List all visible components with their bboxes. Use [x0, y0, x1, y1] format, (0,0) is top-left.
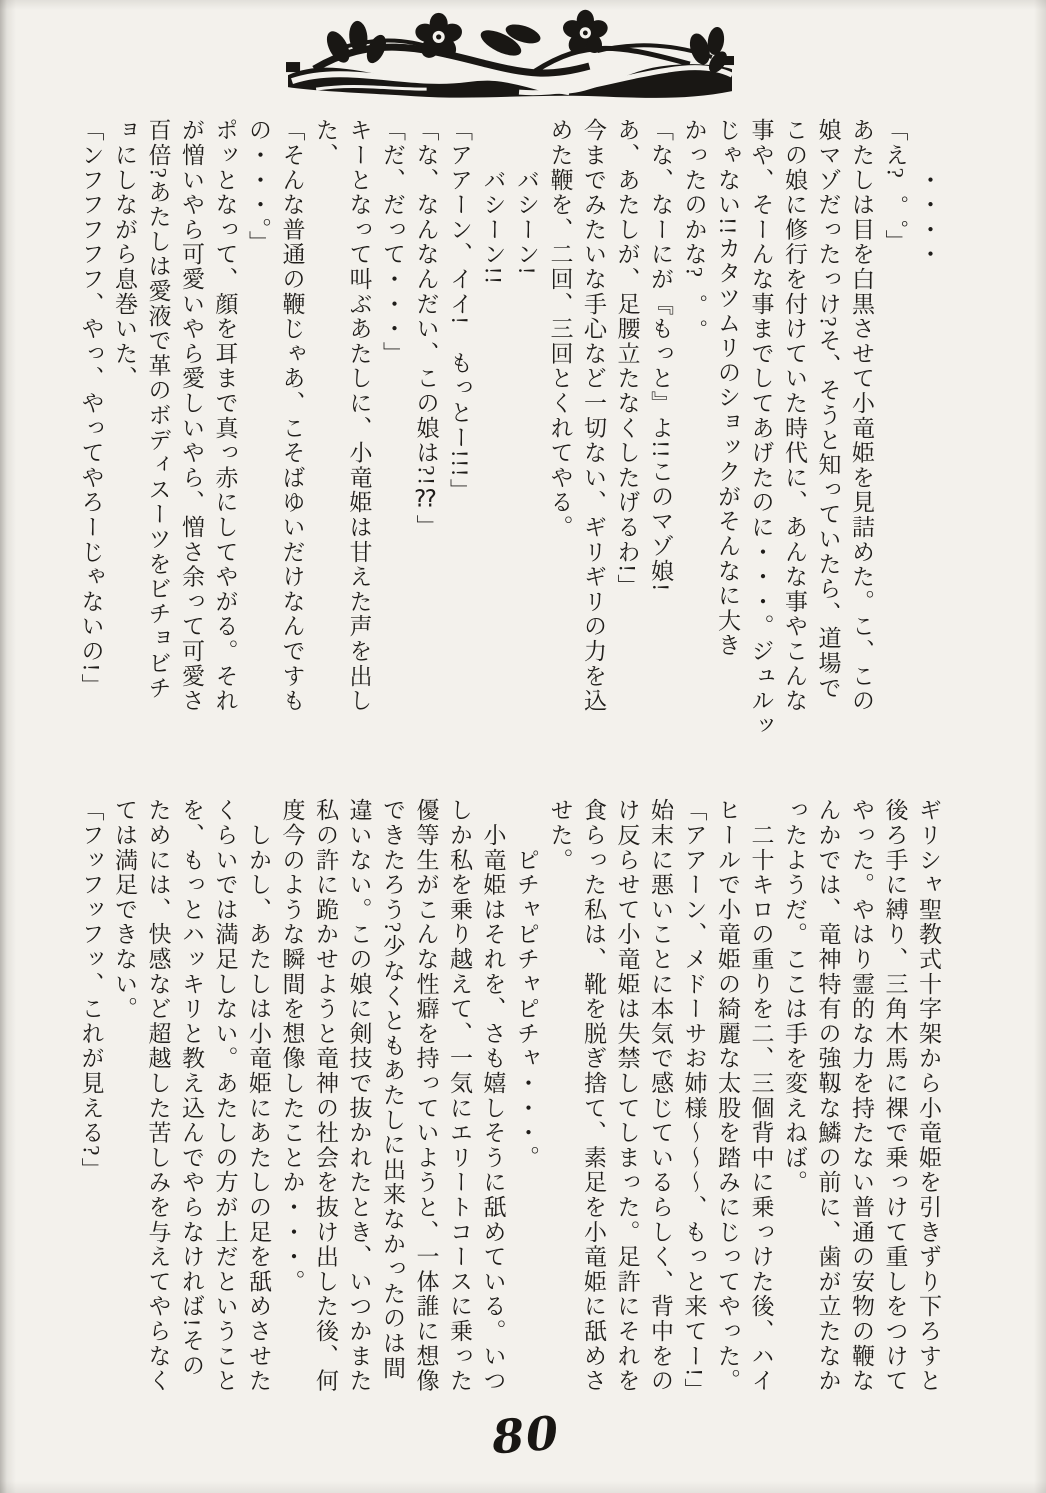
text-column: 小竜姫はそれを、さも嬉しそうに舐めている。いつ — [480, 798, 506, 1394]
text-column: ては満足できない。 — [112, 798, 137, 1022]
text-column: この娘に修行を付けていた時代に、あんな事やこんな — [782, 118, 807, 714]
text-column: け反らせて小竜姫は失禁してしまった。足許にそれを — [614, 798, 640, 1394]
text-column: 「そんな普通の鞭じゃあ、こそばゆいだけなんですも — [279, 118, 305, 714]
text-column: かったのかな?゜゜ — [681, 118, 707, 329]
text-column: バシーン!! — [480, 118, 506, 286]
text-column: 「アアーン、メドーサお姉様〜〜〜、もっと来てー!」 — [681, 798, 707, 1403]
text-column: の・・・。」 — [246, 118, 271, 256]
text-column: できたろう?少なくともあたしに出来なかったのは間 — [380, 798, 405, 1381]
art-nouveau-floral-band-icon — [286, 6, 734, 100]
text-column: 違いない。この娘に剣技で抜かれたとき、いつかまた — [346, 798, 372, 1394]
text-column: 食らった私は、靴を脱ぎ捨て、素足を小竜姫に舐めさ — [581, 798, 606, 1394]
text-column: せた。 — [547, 798, 573, 873]
text-column: キーとなって叫ぶあたしに、小竜姫は甘えた声を出し — [346, 118, 372, 714]
text-column: 「な、なんなんだい、この娘は?!⁇」 — [413, 118, 439, 540]
text-column: 「だ、だって・・・」 — [380, 118, 405, 366]
text-column: 「ンフフフフフ、やっ、やってやろーじゃないの!」 — [78, 118, 104, 698]
text-column: ためには、快感など超越した苦しみを与えてやらなく — [145, 798, 171, 1394]
text-column: 「フッフッフッ、これが見える?」 — [78, 798, 104, 1183]
text-column: 度今のような瞬間を想像したことか・・・。 — [279, 798, 305, 1294]
text-column: 始末に悪いことに本気で感じているらしく、背中をの — [648, 798, 673, 1394]
text-column: ったようだ。ここは手を変えねば。 — [782, 798, 807, 1195]
text-column: 私の許に跪かせようと竜神の社会を抜け出した後、何 — [313, 798, 338, 1394]
text-column: た、 — [313, 118, 338, 168]
text-column: ポッとなって、顔を耳まで真っ赤にしてやがる。それ — [212, 118, 238, 714]
text-column: 「アアーン、イイ! もっとー!!!」 — [447, 118, 472, 504]
text-column: 事や、そーんな事までしてあげたのに・・・。ジュルッ — [748, 118, 774, 738]
text-column: 娘マゾだったっけ?そ、そうと知っていたら、道場で — [815, 118, 841, 701]
text-column: バシーン! — [514, 118, 539, 277]
text-block-bottom — [73, 798, 945, 1458]
text-column: ヒールで小竜姫の綺麗な太股を踏みにじってやった。 — [715, 798, 740, 1394]
floral-ornament — [286, 6, 734, 100]
text-column: ・・・・ — [916, 118, 941, 267]
text-column: あたしは目を白黒させて小竜姫を見詰めた。こ、この — [849, 118, 874, 714]
text-column: ョにしながら息巻いた、 — [112, 118, 137, 391]
text-column: 今までみたいな手心など一切ない、ギリギリの力を込 — [581, 118, 606, 714]
text-column: 「な、なーにが『もっと』よ!!このマゾ娘! — [648, 118, 673, 593]
text-column: ギリシャ聖教式十字架から小竜姫を引きずり下ろすと — [916, 798, 941, 1394]
text-column: 優等生がこんな性癖を持っていようと、一体誰に想像 — [413, 798, 439, 1394]
text-column: あ、あたしが、足腰立たなくしたげるわ!」 — [614, 118, 640, 599]
text-column: を、もっとハッキリと教え込んでやらなければ!その — [179, 798, 204, 1378]
text-column: 「え?゜゜」 — [882, 118, 908, 255]
text-block-top — [73, 118, 945, 758]
text-column: 百倍?あたしは愛液で革のボディスーツをビチョビチ — [145, 118, 171, 701]
text-column: めた鞭を、二回、三回とくれてやる。 — [547, 118, 573, 540]
text-column: んかでは、竜神特有の強靱な鱗の前に、歯が立たなか — [815, 798, 841, 1394]
text-column: 二十キロの重りを二、三個背中に乗っけた後、ハイ — [748, 798, 774, 1394]
text-column: くらいでは満足しない。あたしの方が上だということ — [212, 798, 238, 1394]
page-number: 80 — [490, 1405, 562, 1465]
text-column: が憎いやら可愛いやら愛しいやら、憎さ余って可愛さ — [179, 118, 204, 714]
text-column: 後ろ手に縛り、三角木馬に裸で乗っけて重しをつけて — [882, 798, 908, 1394]
text-column: じゃない!!カタツムリのショックがそんなに大き — [715, 118, 740, 658]
text-column: ピチャピチャピチャ・・・。 — [514, 798, 539, 1170]
text-column: やった。やはり霊的な力を持たない普通の安物の鞭な — [849, 798, 874, 1394]
text-column: しかし、あたしは小竜姫にあたしの足を舐めさせた — [246, 798, 271, 1394]
text-column: しか私を乗り越えて、一気にエリートコースに乗った — [447, 798, 472, 1394]
